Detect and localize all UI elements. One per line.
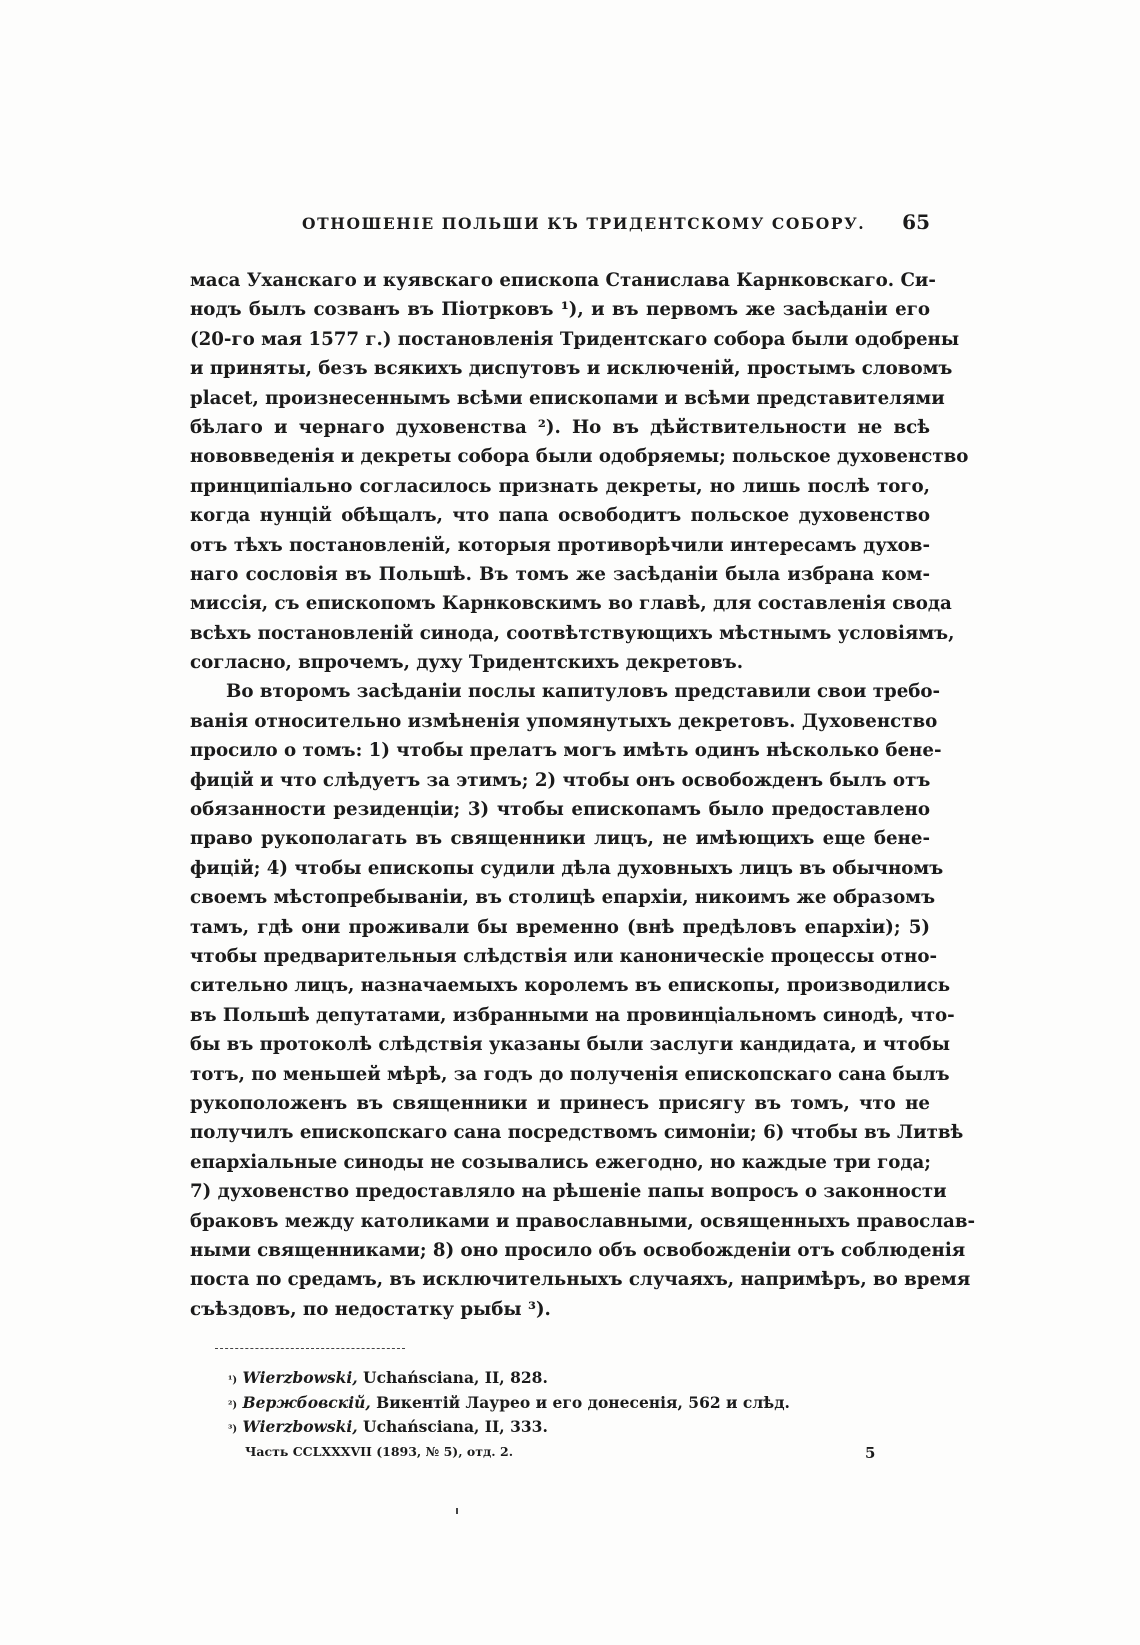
- footnote: [228, 1415, 928, 1440]
- text-line: когда нунцій обѣщалъ, что папа освободитъ польское духовенство: [190, 505, 930, 527]
- text-line: тотъ, по меньшей мѣрѣ, за годъ до полученія епископскаго сана былъ: [190, 1063, 950, 1085]
- text-line: маса Уханскаго и куявскаго епископа Станислава Карнковскаго. Си-: [190, 270, 936, 291]
- footnote: [228, 1366, 928, 1391]
- text-line: отъ тѣхъ постановленій, которыя противорѣчили интересамъ духов-: [190, 534, 930, 556]
- printer-signature: [245, 1444, 876, 1466]
- text-line: ванія относительно измѣненія упомянутыхъ декретовъ. Духовенство: [190, 710, 938, 732]
- footnote-text: Викентій Лауреo и его донесенія, 562 и слѣд.: [370, 1392, 790, 1412]
- footnote-separator: [215, 1348, 405, 1349]
- text-line: placet, произнесеннымъ всѣми епископами и всѣми представителями: [190, 387, 945, 409]
- text-line: ными священниками; 8) оно просило объ освобожденіи отъ соблюденія: [190, 1239, 966, 1261]
- text-line: фицій; 4) чтобы епископы судили дѣла духовныхъ лицъ въ обычномъ: [190, 857, 944, 879]
- text-line: чтобы предварительныя слѣдствія или каноническіе процессы отно-: [190, 945, 938, 967]
- text-line: обязанности резиденціи; 3) чтобы епископамъ было предоставлено: [190, 799, 930, 821]
- footnotes: [228, 1366, 928, 1440]
- text-line: 7) духовенство предоставляло на рѣшеніе папы вопросъ о законности: [190, 1181, 947, 1203]
- text-line: рукоположенъ въ священники и принесъ присягу въ томъ, что не: [190, 1092, 930, 1114]
- page-number: 65: [902, 210, 930, 234]
- footnote-author: Wierzbowski,: [242, 1417, 358, 1436]
- text-line: поста по средамъ, въ исключительныхъ случаяхъ, напримѣръ, во время: [190, 1269, 971, 1291]
- text-line: право рукополагать въ священники лицъ, не имѣющихъ еще бене-: [190, 828, 930, 850]
- text-line: Во второмъ засѣданіи послы капитуловъ представили свои требо-: [226, 681, 941, 703]
- footnote-mark: ²): [228, 1399, 238, 1411]
- text-line: миссія, съ епископомъ Карнковскимъ во главѣ, для составленія свода: [190, 593, 952, 615]
- text-line: тамъ, гдѣ они проживали бы временно (внѣ предѣловъ епархіи); 5): [190, 916, 930, 938]
- text-line: нововведенія и декреты собора были одобряемы; польское духовенство: [190, 446, 969, 468]
- footnote-mark: ³): [228, 1424, 238, 1435]
- signature-number: 5: [865, 1444, 876, 1462]
- text-line: епархіальные синоды не созывались ежегодно, но каждые три года;: [190, 1151, 932, 1173]
- text-line: съѣздовъ, по недостатку рыбы ³).: [190, 1298, 551, 1320]
- text-line: бѣлаго и чернаго духовенства ²). Но въ дѣйствительности не всѣ: [190, 416, 930, 438]
- text-line: (20-го мая 1577 г.) постановленія Тридентскаго собора были одобрены: [190, 328, 960, 350]
- footnote-mark: ¹): [228, 1375, 238, 1386]
- body-text: [190, 266, 976, 1324]
- text-line: согласно, впрочемъ, духу Тридентскихъ декретовъ.: [190, 652, 744, 674]
- text-line: и приняты, безъ всякихъ диспутовъ и исключеній, простымъ словомъ: [190, 358, 953, 380]
- footnote-text: Uchańsciana, II, 333.: [357, 1417, 548, 1436]
- text-line: получилъ епископскаго сана посредствомъ симоніи; 6) чтобы въ Литвѣ: [190, 1122, 964, 1144]
- text-line: сительно лицъ, назначаемыхъ королемъ въ епископы, производились: [190, 975, 951, 997]
- text-line: браковъ между католиками и православными, освященныхъ православ-: [190, 1210, 976, 1232]
- text-line: наго сословія въ Польшѣ. Въ томъ же засѣданіи была избрана ком-: [190, 563, 930, 585]
- text-line: всѣхъ постановленій синода, соотвѣтствующихъ мѣстнымъ условіямъ,: [190, 622, 955, 644]
- footnote-text: Uchańsciana, II, 828.: [357, 1368, 548, 1387]
- footnote-author: Вержбовскій,: [242, 1392, 371, 1412]
- footnote: [228, 1391, 928, 1416]
- running-title: ОТНОШЕНІЕ ПОЛЬШИ КЪ ТРИДЕНТСКОМУ СОБОРУ.: [302, 214, 866, 233]
- page-header: [190, 212, 930, 242]
- text-line: бы въ протоколѣ слѣдствія указаны были заслуги кандидата, и чтобы: [190, 1034, 950, 1056]
- ink-speck: [456, 1508, 458, 1514]
- text-line: своемъ мѣстопребываніи, въ столицѣ епархіи, никоимъ же образомъ: [190, 887, 936, 909]
- text-line: просило о томъ: 1) чтобы прелатъ могъ имѣть одинъ нѣсколько бене-: [190, 740, 942, 762]
- text-line: фицій и что слѣдуетъ за этимъ; 2) чтобы онъ освобожденъ былъ отъ: [190, 769, 931, 791]
- text-line: принципіально согласилось признать декреты, но лишь послѣ того,: [190, 475, 930, 497]
- text-line: нодъ былъ созванъ въ Піотрковъ ¹), и въ первомъ же засѣданіи его: [190, 299, 930, 321]
- footnote-author: Wierzbowski,: [242, 1368, 358, 1387]
- text-line: въ Польшѣ депутатами, избранными на провинціальномъ синодѣ, что-: [190, 1004, 955, 1026]
- signature-text: Часть CCLXXXVII (1893, № 5), отд. 2.: [245, 1444, 514, 1459]
